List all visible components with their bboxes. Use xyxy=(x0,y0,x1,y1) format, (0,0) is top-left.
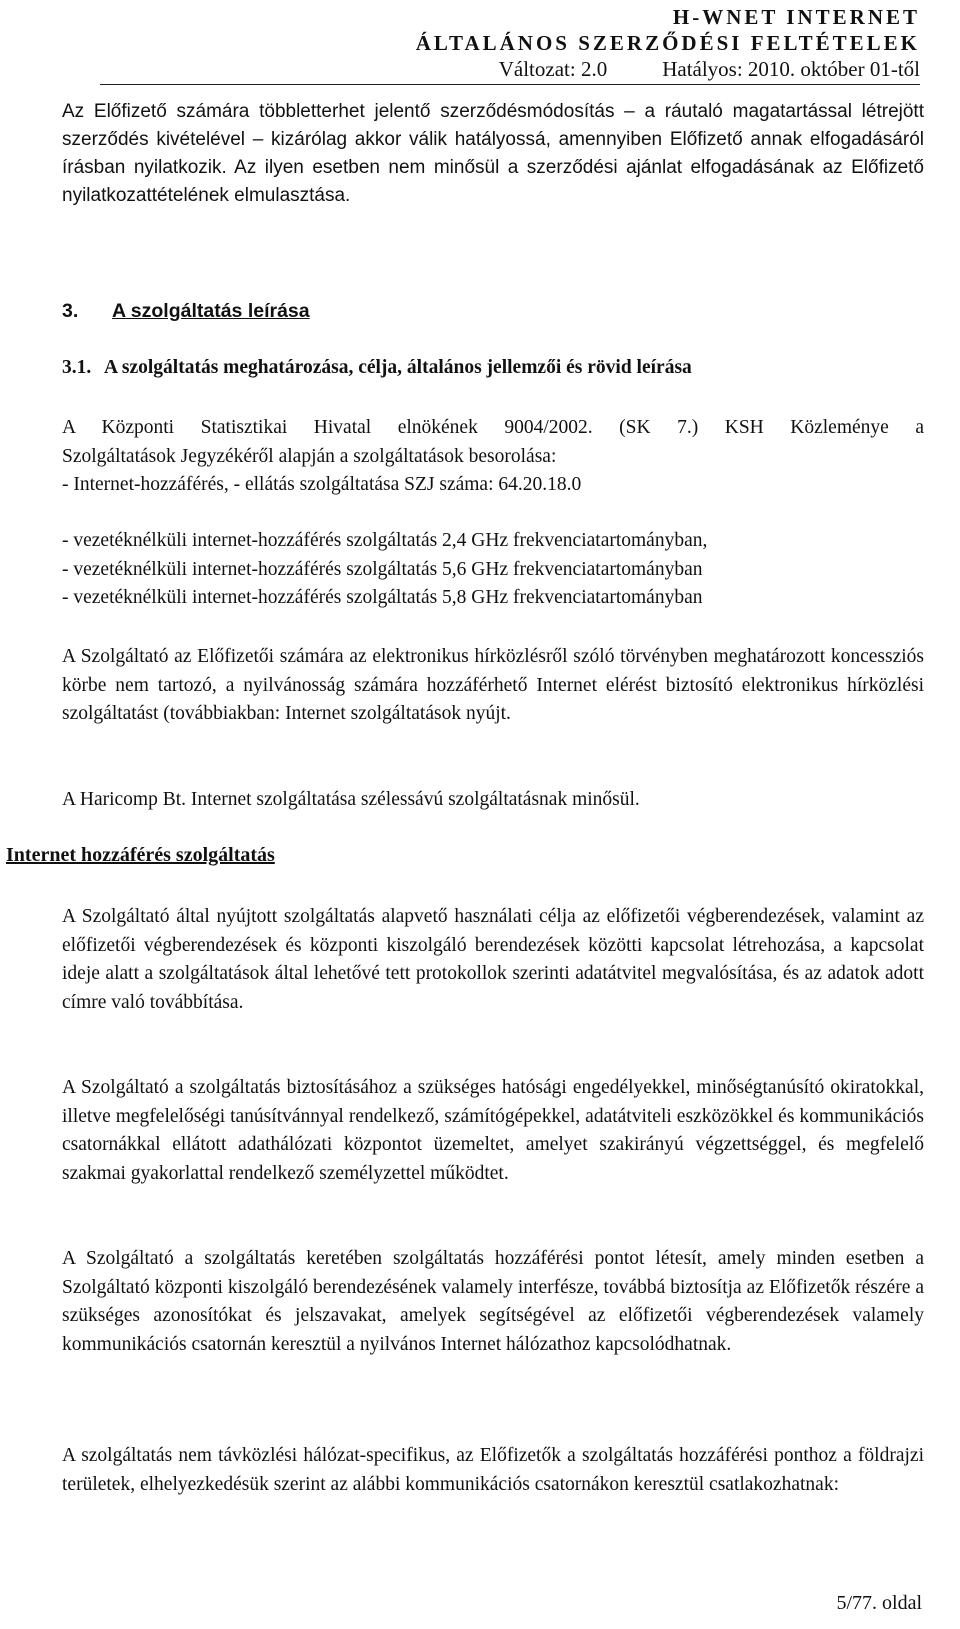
list-item: - vezetéknélküli internet-hozzáférés szolgáltatás 2,4 GHz frekvenciatartományban, xyxy=(62,530,708,551)
page-header xyxy=(100,4,920,85)
licenses-paragraph: A Szolgáltató a szolgáltatás biztosításához a szükséges hatósági engedélyekkel, minőségtanúsító okiratokkal, illetve megfelelőségi tanúsítvánnyal rendelkező, számítógépekkel, adatátviteli eszközökkel és kommunikációs csatornákkal ellátott adathálózati központot üzemeltet, amelyet szakirányú végzettséggel, és megfelelő szakmai gyakorlattal rendelkező személyzettel működtet. xyxy=(62,1077,924,1184)
wireless-list xyxy=(62,527,924,613)
haricomp-paragraph: A Haricomp Bt. Internet szolgáltatása szélessávú szolgáltatásnak minősül. xyxy=(62,789,640,810)
ksh-line-3: - Internet-hozzáférés, - ellátás szolgáltatása SZJ száma: 64.20.18.0 xyxy=(62,474,582,495)
company-name: H-WNET INTERNET xyxy=(672,5,920,29)
intro-paragraph: Az Előfizető számára többletterhet jelentő szerződésmódosítás – a ráutaló magatartással létrejött szerződés kivételével – kizárólag akkor válik hatályossá, amennyiben Előfizető annak elfogadásáról írásban nyilatkozik. Az ilyen esetben nem minősül a szerződési ajánlat elfogadásának az Előfizető nyilatkozattételének elmulasztása. xyxy=(62,101,924,206)
section-3-1-title: A szolgáltatás meghatározása, célja, általános jellemzői és rövid leírása xyxy=(104,357,692,378)
section-3-heading xyxy=(62,300,310,323)
access-point-paragraph: A Szolgáltató a szolgáltatás keretében szolgáltatás hozzáférési pontot létesít, amely minden esetben a Szolgáltató központi kiszolgáló berendezésének valamely interfésze, továbbá biztosítja az Előfizetők részére a szükséges azonosítókat és jelszavakat, amelyek segítségével az előfizetői végberendezések valamely kommunikációs csatornán keresztül a nyilvános Internet hálózathoz kapcsolódhatnak. xyxy=(62,1248,924,1355)
provider-paragraph: A Szolgáltató az Előfizetői számára az elektronikus hírközlésről szóló törvényben meghatározott koncessziós körbe nem tartozó, a nyilvánosság számára hozzáférhető Internet elérést biztosító elektronikus hírközlési szolgáltatást (továbbiakban: Internet szolgáltatások nyújt. xyxy=(62,646,924,724)
version-label: Változat: 2.0 xyxy=(498,57,608,81)
effective-date: Hatályos: 2010. október 01-től xyxy=(662,57,920,81)
section-3-number: 3. xyxy=(62,300,79,322)
list-item: - vezetéknélküli internet-hozzáférés szolgáltatás 5,6 GHz frekvenciatartományban xyxy=(62,558,703,580)
version-line xyxy=(100,56,920,85)
purpose-paragraph: A Szolgáltató által nyújtott szolgáltatás alapvető használati célja az előfizetői végberendezések, valamint az előfizetői végberendezések és központi kiszolgáló berendezések közötti kapcsolat létrehozása, a kapcsolat ideje alatt a szolgáltatások által lehetővé tett protokollok szerinti adatátvitel megvalósítása, és az adatok adott címre való továbbítása. xyxy=(62,906,924,1013)
connection-paragraph: A szolgáltatás nem távközlési hálózat-specifikus, az Előfizetők a szolgáltatás hozzáférési ponthoz a földrajzi területek, elhelyezkedésük szerint az alábbi kommunikációs csatornákon keresztül csatlakozhatnak: xyxy=(62,1445,924,1495)
internet-access-heading: Internet hozzáférés szolgáltatás xyxy=(6,844,275,866)
ksh-paragraph xyxy=(62,414,924,500)
ksh-line-1: A Központi Statisztikai Hivatal elnökének 9004/2002. (SK 7.) KSH Közleménye a xyxy=(62,417,924,438)
ksh-line-2: Szolgáltatások Jegyzékéről alapján a szolgáltatások besorolása: xyxy=(62,445,557,467)
section-3-1-number: 3.1. xyxy=(62,357,92,378)
section-3-1-heading xyxy=(62,357,692,379)
list-item: - vezetéknélküli internet-hozzáférés szolgáltatás 5,8 GHz frekvenciatartományban xyxy=(62,587,703,608)
document-title: ÁLTALÁNOS SZERZŐDÉSI FELTÉTELEK xyxy=(415,31,920,55)
section-3-title: A szolgáltatás leírása xyxy=(112,300,310,322)
page-number: 5/77. oldal xyxy=(836,1592,922,1614)
